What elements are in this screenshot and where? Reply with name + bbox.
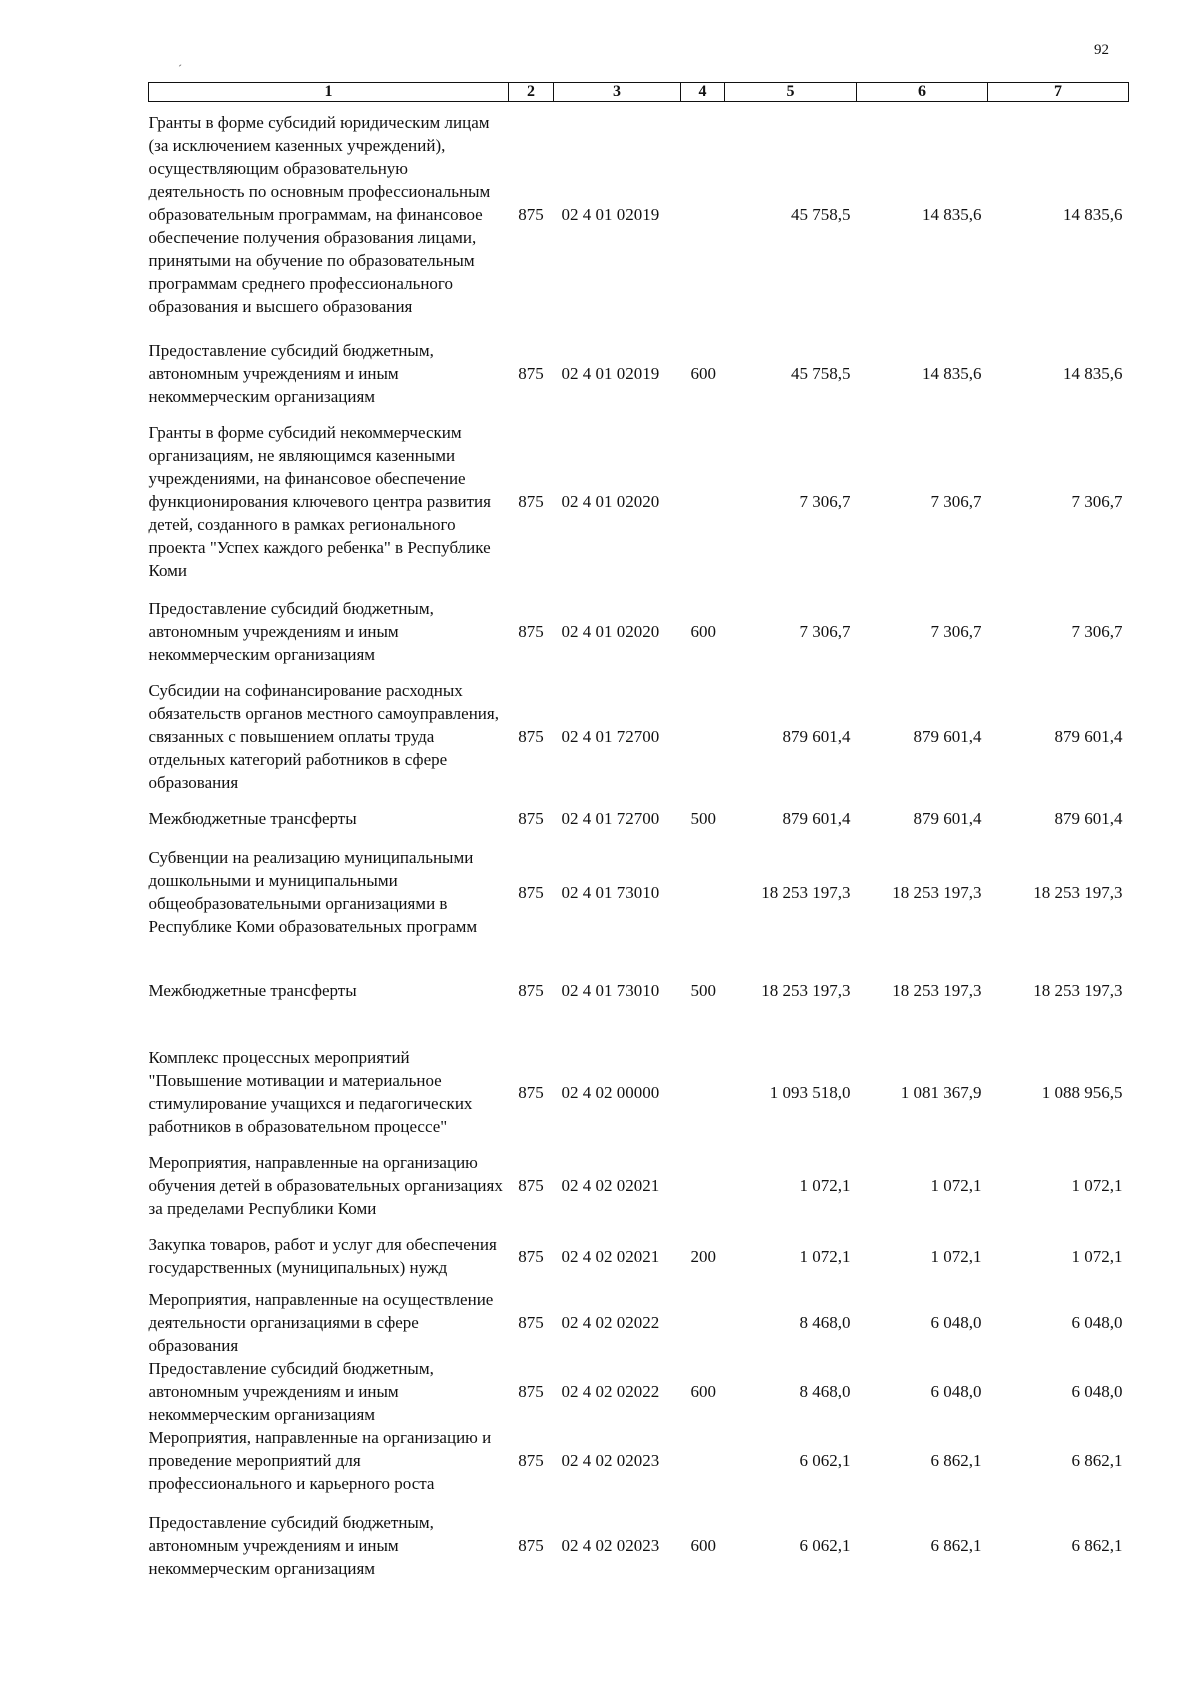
target-article-code: 02 4 02 02021 [561, 1175, 660, 1195]
amount-col6: 6 862,1 [930, 1451, 982, 1470]
expense-name: Предоставление субсидий бюджетным, автономным учреждениям и иным некоммерческим организациям [148, 340, 434, 406]
expense-name: Субсидии на софинансирование расходных обязательств органов местного самоуправления, связанных с повышением оплаты труда отдельных категорий работников в сфере образования [148, 681, 499, 792]
amount-col7: 6 048,0 [1071, 1382, 1123, 1401]
header-row [149, 83, 1129, 102]
expense-type-code [681, 419, 725, 583]
expense-type-code [681, 842, 725, 942]
column-header-3: 3 [554, 83, 681, 102]
target-article-code: 02 4 01 73010 [561, 980, 660, 1000]
page-number: 92 [1094, 42, 1109, 58]
target-article-code: 02 4 02 02022 [561, 1313, 660, 1332]
amount-col5: 1 072,1 [799, 1246, 851, 1266]
grbs-code: 875 [518, 1082, 544, 1102]
amount-col6: 6 048,0 [930, 1313, 982, 1332]
amount-col5: 7 306,7 [799, 621, 851, 641]
expense-name: Межбюджетные трансферты [148, 980, 357, 1000]
amount-col5: 8 468,0 [799, 1382, 851, 1401]
amount-col6: 6 048,0 [930, 1382, 982, 1401]
expense-type-code [681, 679, 725, 794]
amount-col7: 879 601,4 [1054, 808, 1123, 828]
amount-col7: 6 862,1 [1071, 1451, 1123, 1470]
amount-col7: 18 253 197,3 [1033, 980, 1123, 1000]
expense-type-code [681, 1426, 725, 1495]
expense-name: Мероприятия, направленные на организацию и проведение мероприятий для профессионального и карьерного роста [148, 1428, 492, 1493]
table-row [149, 419, 1129, 583]
target-article-code: 02 4 02 00000 [561, 1082, 660, 1102]
amount-col6: 7 306,7 [930, 491, 982, 511]
amount-col7: 1 072,1 [1071, 1175, 1123, 1195]
expense-type-code: 600 [690, 1382, 716, 1401]
amount-col5: 18 253 197,3 [761, 980, 851, 1000]
grbs-code: 875 [518, 363, 544, 383]
table-row [149, 1357, 1129, 1426]
table-row [149, 1426, 1129, 1495]
amount-col7: 879 601,4 [1054, 727, 1123, 746]
table-row [149, 583, 1129, 679]
table-row [149, 1146, 1129, 1224]
grbs-code: 875 [518, 205, 544, 224]
amount-col5: 45 758,5 [791, 205, 851, 224]
expense-name: Предоставление субсидий бюджетным, автономным учреждениям и иным некоммерческим организациям [148, 1512, 434, 1578]
target-article-code: 02 4 01 73010 [561, 882, 660, 902]
amount-col6: 1 072,1 [930, 1246, 982, 1266]
amount-col7: 14 835,6 [1063, 363, 1123, 383]
table-row [149, 679, 1129, 794]
amount-col7: 14 835,6 [1063, 205, 1123, 224]
amount-col7: 7 306,7 [1071, 621, 1123, 641]
amount-col5: 879 601,4 [782, 808, 851, 828]
column-header-2: 2 [509, 83, 554, 102]
expense-name: Субвенции на реализацию муниципальными дошкольными и муниципальными общеобразовательными организациями в Республике Коми образовательных программ [148, 848, 478, 936]
amount-col7: 1 072,1 [1071, 1246, 1123, 1266]
amount-col6: 879 601,4 [913, 727, 982, 746]
amount-col5: 45 758,5 [791, 363, 851, 383]
expense-type-code: 500 [690, 808, 716, 828]
grbs-code: 875 [518, 1382, 544, 1401]
target-article-code: 02 4 01 02020 [561, 621, 660, 641]
grbs-code: 875 [518, 727, 544, 746]
amount-col6: 1 072,1 [930, 1175, 982, 1195]
grbs-code: 875 [518, 1175, 544, 1195]
expense-type-code [681, 1288, 725, 1357]
expense-name: Мероприятия, направленные на организацию обучения детей в образовательных организациях за пределами Республики Коми [148, 1152, 503, 1218]
expense-type-code: 500 [690, 980, 716, 1000]
expense-name: Предоставление субсидий бюджетным, автономным учреждениям и иным некоммерческим организациям [148, 1359, 434, 1424]
table-header [149, 83, 1129, 102]
grbs-code: 875 [518, 882, 544, 902]
amount-col5: 6 062,1 [799, 1451, 851, 1470]
expense-name: Гранты в форме субсидий юридическим лицам (за исключением казенных учреждений), осуществляющим образовательную деятельность по основным профессиональным образовательным программам, на финансовое обеспечение получения образования лицами, принятыми на обучение по образовательным программам среднего профессионального образования и высшего образования [148, 113, 491, 316]
expense-name: Межбюджетные трансферты [148, 808, 357, 828]
amount-col6: 1 081 367,9 [900, 1082, 982, 1102]
column-header-5: 5 [725, 83, 857, 102]
table-row [149, 1038, 1129, 1146]
expense-name: Мероприятия, направленные на осуществление деятельности организациями в сфере образования [148, 1290, 494, 1355]
amount-col6: 14 835,6 [922, 205, 982, 224]
expense-type-code [681, 102, 725, 328]
table-row [149, 842, 1129, 942]
amount-col7: 7 306,7 [1071, 491, 1123, 511]
amount-col6: 14 835,6 [922, 363, 982, 383]
amount-col7: 6 862,1 [1071, 1535, 1123, 1555]
grbs-code: 875 [518, 1313, 544, 1332]
expense-type-code [681, 1146, 725, 1224]
column-header-1: 1 [149, 83, 509, 102]
table-row [149, 1288, 1129, 1357]
table-row [149, 942, 1129, 1038]
amount-col7: 6 048,0 [1071, 1313, 1123, 1332]
amount-col6: 7 306,7 [930, 621, 982, 641]
amount-col6: 6 862,1 [930, 1535, 982, 1555]
target-article-code: 02 4 01 72700 [561, 727, 660, 746]
expense-type-code: 200 [690, 1246, 716, 1266]
amount-col5: 18 253 197,3 [761, 882, 851, 902]
target-article-code: 02 4 01 72700 [561, 808, 660, 828]
target-article-code: 02 4 02 02021 [561, 1246, 660, 1266]
amount-col5: 879 601,4 [782, 727, 851, 746]
amount-col7: 1 088 956,5 [1041, 1082, 1123, 1102]
target-article-code: 02 4 01 02019 [561, 205, 660, 224]
target-article-code: 02 4 01 02020 [561, 491, 660, 511]
amount-col6: 879 601,4 [913, 808, 982, 828]
table-row [149, 327, 1129, 419]
target-article-code: 02 4 02 02023 [561, 1535, 660, 1555]
table-row [149, 1495, 1129, 1595]
amount-col6: 18 253 197,3 [892, 980, 982, 1000]
amount-col5: 1 093 518,0 [769, 1082, 851, 1102]
amount-col7: 18 253 197,3 [1033, 882, 1123, 902]
scan-mark: ´ [178, 62, 182, 76]
grbs-code: 875 [518, 1535, 544, 1555]
expense-name: Гранты в форме субсидий некоммерческим организациям, не являющимся казенными учреждениями, на финансовое обеспечение функционирования ключевого центра развития детей, созданного в рамках регионального проекта "Успех каждого ребенка" в Республике Коми [148, 422, 491, 580]
target-article-code: 02 4 02 02022 [561, 1382, 660, 1401]
column-header-7: 7 [988, 83, 1129, 102]
grbs-code: 875 [518, 980, 544, 1000]
expense-type-code: 600 [690, 1535, 716, 1555]
column-header-4: 4 [681, 83, 725, 102]
target-article-code: 02 4 02 02023 [561, 1451, 660, 1470]
budget-table [148, 82, 1129, 1595]
expense-name: Закупка товаров, работ и услуг для обеспечения государственных (муниципальных) нужд [148, 1235, 497, 1277]
grbs-code: 875 [518, 1451, 544, 1470]
table-row [149, 1224, 1129, 1288]
grbs-code: 875 [518, 1246, 544, 1266]
grbs-code: 875 [518, 491, 544, 511]
budget-table-container [148, 82, 1128, 1595]
grbs-code: 875 [518, 808, 544, 828]
expense-type-code [681, 1038, 725, 1146]
amount-col5: 6 062,1 [799, 1535, 851, 1555]
amount-col5: 1 072,1 [799, 1175, 851, 1195]
amount-col5: 7 306,7 [799, 491, 851, 511]
target-article-code: 02 4 01 02019 [561, 363, 660, 383]
expense-name: Предоставление субсидий бюджетным, автономным учреждениям и иным некоммерческим организациям [148, 598, 434, 664]
column-header-6: 6 [857, 83, 988, 102]
table-row [149, 794, 1129, 842]
amount-col5: 8 468,0 [799, 1313, 851, 1332]
table-row [149, 102, 1129, 328]
expense-name: Комплекс процессных мероприятий "Повышение мотивации и материальное стимулирование учащихся и педагогических работников в образовательном процессе" [148, 1048, 473, 1136]
grbs-code: 875 [518, 621, 544, 641]
expense-type-code: 600 [690, 363, 716, 383]
amount-col6: 18 253 197,3 [892, 882, 982, 902]
expense-type-code: 600 [690, 621, 716, 641]
table-body [149, 102, 1129, 1596]
